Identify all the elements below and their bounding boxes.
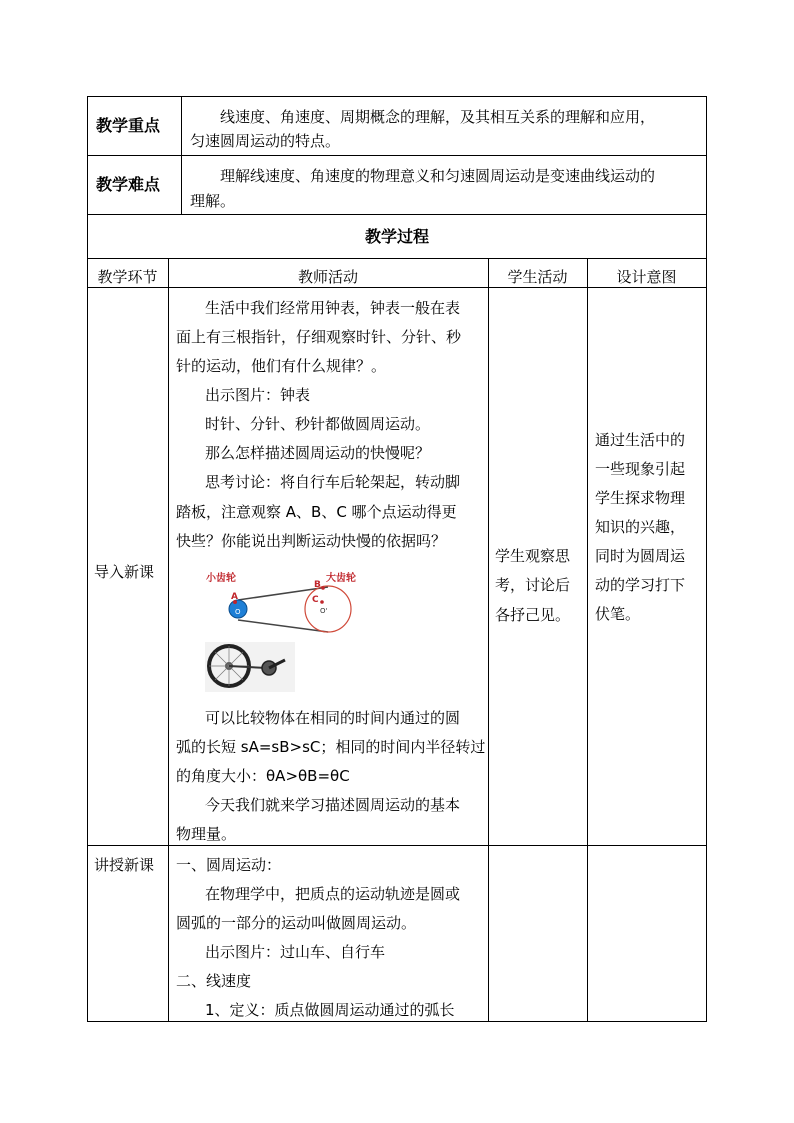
label-small-gear: 小齿轮 — [206, 573, 236, 584]
bicycle-wheel-image — [205, 642, 295, 692]
design-line: 动的学习打下 — [595, 576, 686, 594]
student-line: 各抒己见。 — [495, 606, 571, 624]
design-line: 同时为圆周运 — [595, 547, 686, 565]
teacher-line: 面上有三根指针，仔细观察时针、分针、秒 — [176, 328, 462, 346]
key-points-text: 匀速圆周运动的特点。 — [190, 132, 341, 150]
table-rule — [168, 258, 169, 1022]
teacher-line: 物理量。 — [176, 825, 237, 843]
key-points-text: 线速度、角速度、周期概念的理解，及其相互关系的理解和应用， — [220, 108, 656, 126]
design-line: 伏笔。 — [595, 605, 641, 623]
teacher-line: 1、定义：质点做圆周运动通过的弧长 — [205, 1001, 455, 1019]
table-rule — [87, 155, 707, 156]
teacher-line: 一、圆周运动： — [176, 856, 282, 874]
stage-lecture: 讲授新课 — [94, 856, 155, 874]
table-rule — [87, 258, 707, 259]
table-rule — [87, 287, 707, 288]
label-point-a: A — [231, 592, 238, 602]
teacher-line: 时针、分针、秒针都做圆周运动。 — [205, 415, 431, 433]
teacher-line: 那么怎样描述圆周运动的快慢呢？ — [205, 444, 431, 462]
teacher-line: 二、线速度 — [176, 972, 252, 990]
teacher-line: 今天我们就来学习描述圆周运动的基本 — [205, 796, 461, 814]
teacher-line: 弧的长短 sA=sB>sC；相同的时间内半径转过 — [176, 738, 486, 756]
label-point-c: C — [312, 595, 319, 605]
teacher-line: 生活中我们经常用钟表，钟表一般在表 — [205, 299, 461, 317]
table-rule — [587, 258, 588, 1022]
table-rule — [87, 1021, 707, 1022]
difficult-points-text: 理解线速度、角速度的物理意义和匀速圆周运动是变速曲线运动的 — [220, 167, 656, 185]
teacher-line: 的角度大小：θA>θB=θC — [176, 767, 350, 785]
difficult-points-text: 理解。 — [190, 192, 236, 210]
design-line: 知识的兴趣， — [595, 518, 686, 536]
process-title: 教学过程 — [364, 227, 429, 246]
table-rule — [488, 258, 489, 1022]
teacher-line: 针的运动，他们有什么规律？。 — [176, 357, 387, 375]
teacher-line: 圆弧的一部分的运动叫做圆周运动。 — [176, 914, 417, 932]
teacher-line: 快些？你能说出判断运动快慢的依据吗？ — [176, 532, 447, 550]
label-point-b: B — [314, 580, 321, 590]
teacher-line: 思考讨论：将自行车后轮架起，转动脚 — [205, 473, 461, 491]
difficult-points-label: 教学难点 — [96, 175, 161, 194]
teacher-line: 踏板，注意观察 A、B、C 哪个点运动得更 — [176, 503, 457, 521]
header-design: 设计意图 — [616, 268, 677, 286]
big-gear-shape — [305, 586, 351, 632]
student-line: 考，讨论后 — [495, 576, 571, 594]
table-rule — [181, 96, 182, 214]
table-rule — [87, 214, 707, 215]
gear-diagram — [198, 568, 368, 640]
table-rule — [87, 96, 707, 97]
label-center-big: O' — [320, 607, 328, 615]
stage-intro: 导入新课 — [94, 563, 155, 581]
table-rule — [87, 845, 707, 846]
key-points-label: 教学重点 — [96, 116, 161, 135]
teacher-line: 出示图片：钟表 — [205, 386, 311, 404]
header-student: 学生活动 — [507, 268, 568, 286]
design-line: 一些现象引起 — [595, 460, 686, 478]
design-line: 学生探求物理 — [595, 489, 686, 507]
student-line: 学生观察思 — [495, 547, 571, 565]
label-center-small: O — [235, 608, 241, 616]
teacher-line: 可以比较物体在相同的时间内通过的圆 — [205, 709, 461, 727]
teacher-line: 在物理学中，把质点的运动轨迹是圆或 — [205, 885, 461, 903]
header-stage: 教学环节 — [97, 268, 158, 286]
teacher-line: 出示图片：过山车、自行车 — [205, 943, 386, 961]
label-big-gear: 大齿轮 — [326, 573, 356, 584]
design-line: 通过生活中的 — [595, 431, 686, 449]
header-teacher: 教师活动 — [297, 268, 358, 286]
